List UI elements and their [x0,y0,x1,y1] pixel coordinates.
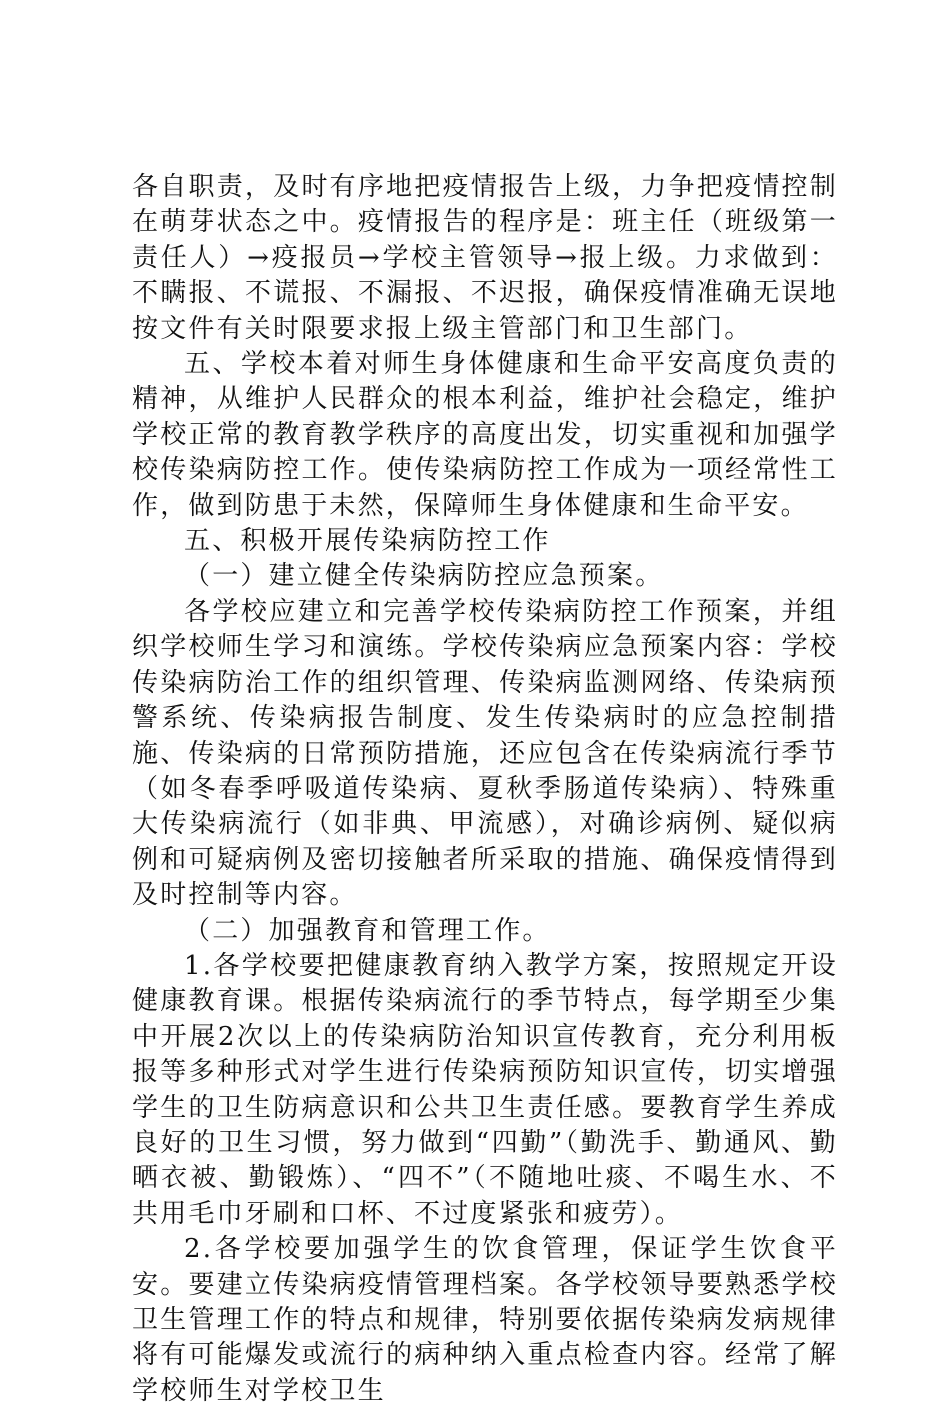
paragraph-school-responsibility: 五、学校本着对师生身体健康和生命平安高度负责的精神，从维护人民群众的根本利益，维护社会稳定，维护学校正常的教育教学秩序的高度出发，切实重视和加强学校传染病防控工作。使传染病防控工作成为一项经常性工作，做到防患于未然，保障师生身体健康和生命平安。 [132,349,838,521]
section-heading-prevention-work: 五、积极开展传染病防控工作 [184,526,551,557]
paragraph-health-education: 1.各学校要把健康教育纳入教学方案，按照规定开设健康教育课。根据传染病流行的季节特点，每学期至少集中开展2次以上的传染病防治知识宣传教育，充分利用板报等多种形式对学生进行传染病预防知识宣传，切实增强学生的卫生防病意识和公共卫生责任感。要教育学生养成良好的卫生习惯，努力做到“四勤”（勤洗手、勤通风、勤晒衣被、勤锻炼）、“四不”（不随地吐痰、不喝生水、不共用毛巾牙刷和口杯、不过度紧张和疲劳）。 [132,950,838,1229]
paragraph-reporting-procedure: 各自职责，及时有序地把疫情报告上级，力争把疫情控制在萌芽状态之中。疫情报告的程序是：班主任（班级第一责任人）→疫报员→学校主管领导→报上级。力求做到：不瞒报、不谎报、不漏报、不迟报，确保疫情准确无误地按文件有关时限要求报上级主管部门和卫生部门。 [132,172,838,344]
paragraph-emergency-plan: 各学校应建立和完善学校传染病防控工作预案，并组织学校师生学习和演练。学校传染病应急预案内容：学校传染病防治工作的组织管理、传染病监测网络、传染病预警系统、传染病报告制度、发生传染病时的应急控制措施、传染病的日常预防措施，还应包含在传染病流行季节（如冬春季呼吸道传染病、夏秋季肠道传染病）、特殊重大传染病流行（如非典、甲流感），对确诊病例、疑似病例和可疑病例及密切接触者所采取的措施、确保疫情得到及时控制等内容。 [132,596,838,911]
document-body [132,170,838,1409]
subsection-heading-emergency-plan: （一）建立健全传染病防控应急预案。 [184,561,664,592]
subsection-heading-education-management: （二）加强教育和管理工作。 [184,915,551,946]
paragraph-diet-management: 2.各学校要加强学生的饮食管理，保证学生饮食平安。要建立传染病疫情管理档案。各学校领导要熟悉学校卫生管理工作的特点和规律，特别要依据传染病发病规律将有可能爆发或流行的病种纳入重点检查内容。经常了解学校师生对学校卫生 [132,1234,838,1406]
